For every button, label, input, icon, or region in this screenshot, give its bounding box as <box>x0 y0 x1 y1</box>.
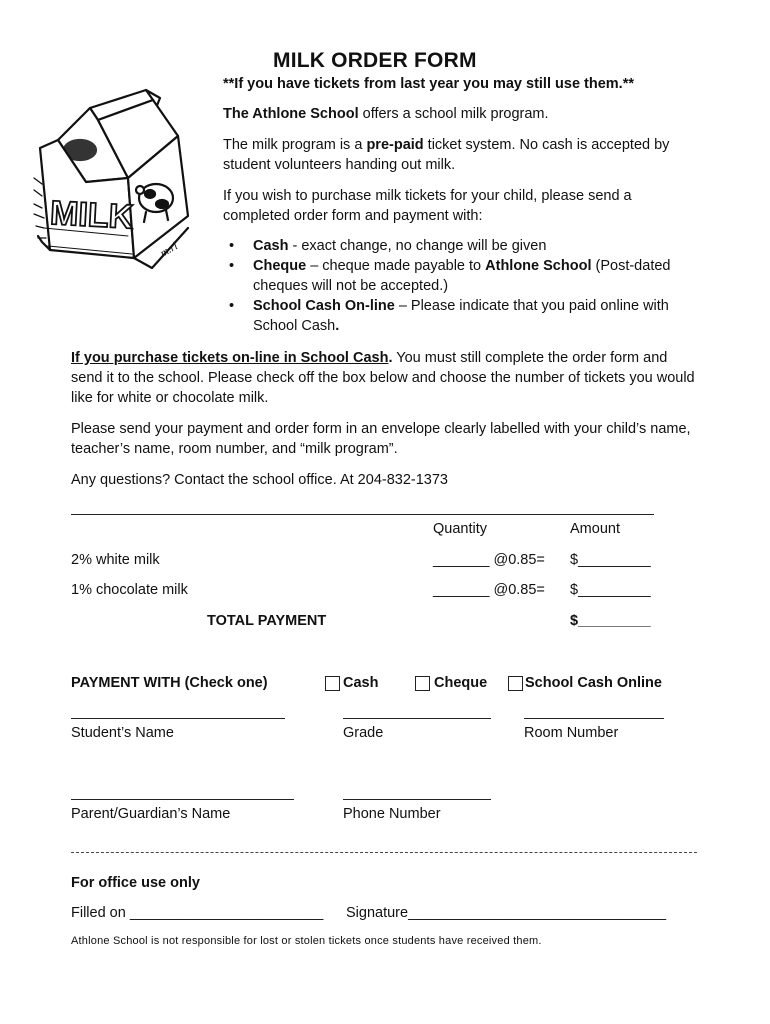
prepaid-term: pre-paid <box>366 137 424 153</box>
amount-header: Amount <box>570 521 620 537</box>
school-cash-online-checkbox[interactable] <box>508 676 523 691</box>
method-school-cash: • School Cash On-line – Please indicate that you paid online with School Cash. <box>223 296 703 336</box>
method-cheque: • Cheque – cheque made payable to Athlone School (Post-dated cheques will not be accepted.) <box>223 256 703 296</box>
wish-text: If you wish to purchase milk tickets for your child, please send a completed order form and payment with: <box>223 188 632 224</box>
quantity-header: Quantity <box>433 521 487 537</box>
order-divider <box>71 514 654 515</box>
program-description: The milk program is a pre-paid ticket system. No cash is accepted by student volunteers handing out milk. <box>223 137 670 173</box>
student-name-line[interactable] <box>71 718 285 719</box>
phone-number-label: Phone Number <box>343 806 441 822</box>
online-purchase-paragraph: If you purchase tickets on-line in School Cash. You must still complete the order form and send it to the school. Please check off the box below and choose the number of tickets you would like for white or chocolate milk. <box>71 350 695 406</box>
total-payment-label: TOTAL PAYMENT <box>207 613 327 629</box>
cut-line-divider <box>71 852 697 853</box>
office-use-heading: For office use only <box>71 875 200 891</box>
online-heading: If you purchase tickets on-line in School Cash <box>71 350 389 366</box>
cheque-option-label: Cheque <box>434 675 488 691</box>
school-cash-online-option-label: School Cash Online <box>525 675 662 691</box>
room-number-label: Room Number <box>524 725 619 741</box>
student-name-label: Student’s Name <box>71 725 174 741</box>
chocolate-milk-amount[interactable]: $_________ <box>570 582 651 598</box>
payment-methods-list <box>223 236 703 336</box>
signature-field[interactable]: Signature________________________________ <box>346 905 667 921</box>
parent-name-label: Parent/Guardian’s Name <box>71 806 231 822</box>
carton-milk-text: MILK <box>49 194 135 237</box>
chocolate-milk-quantity[interactable]: _______ @0.85= <box>433 582 545 598</box>
white-milk-amount[interactable]: $_________ <box>570 552 651 568</box>
cheque-checkbox[interactable] <box>415 676 430 691</box>
white-milk-label: 2% white milk <box>71 552 160 568</box>
questions-contact: Any questions? Contact the school office. At 204-832-1373 <box>71 472 448 488</box>
phone-number-line[interactable] <box>343 799 491 800</box>
intro-line: The Athlone School offers a school milk program. <box>223 106 549 122</box>
filled-on-field[interactable]: Filled on ________________________ <box>71 905 324 921</box>
chocolate-milk-label: 1% chocolate milk <box>71 582 188 598</box>
room-number-line[interactable] <box>524 718 664 719</box>
grade-label: Grade <box>343 725 384 741</box>
form-title: MILK ORDER FORM <box>273 49 477 72</box>
cash-option-label: Cash <box>343 675 379 691</box>
carton-signature-mark: m.rl <box>158 240 180 260</box>
payment-with-label: PAYMENT WITH (Check one) <box>71 675 268 691</box>
white-milk-quantity[interactable]: _______ @0.85= <box>433 552 545 568</box>
method-cash: • Cash - exact change, no change will be given <box>223 236 703 256</box>
disclaimer-text: Athlone School is not responsible for lost or stolen tickets once students have received them. <box>71 935 542 947</box>
grade-line[interactable] <box>343 718 491 719</box>
send-instructions: Please send your payment and order form in an envelope clearly labelled with your child’s name, teacher’s name, room number, and “milk program”. <box>71 421 691 457</box>
milk-carton-illustration <box>28 78 213 278</box>
tickets-note: **If you have tickets from last year you may still use them.** <box>223 76 634 92</box>
cash-checkbox[interactable] <box>325 676 340 691</box>
school-name: The Athlone School <box>223 106 359 122</box>
parent-name-line[interactable] <box>71 799 294 800</box>
total-payment-amount[interactable]: $_________ <box>570 613 651 629</box>
